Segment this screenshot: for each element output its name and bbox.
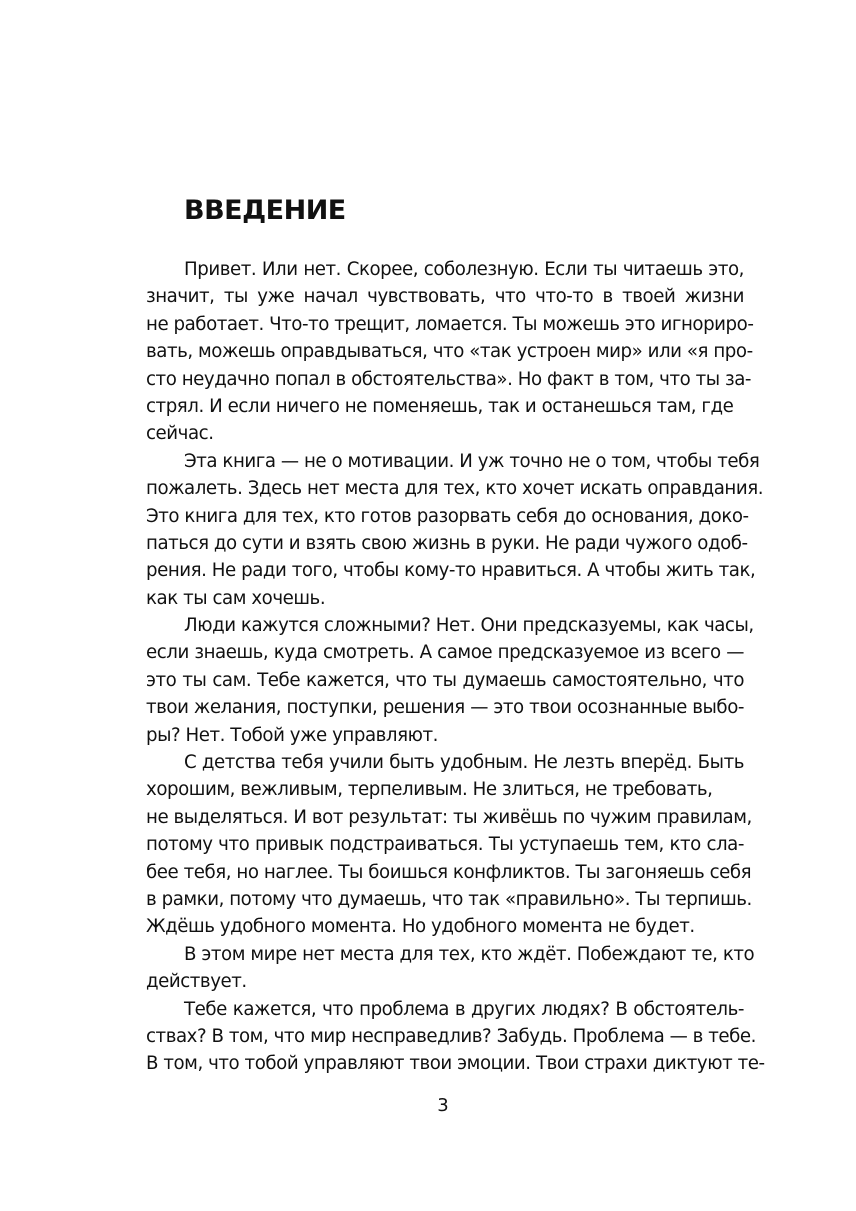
text-line: паться до сути и взять свою жизнь в руки. Не ради чужого одоб- bbox=[146, 532, 748, 554]
text-line: если знаешь, куда смотреть. А самое предсказуемое из всего — bbox=[146, 642, 744, 664]
text-line: действует. bbox=[146, 971, 247, 993]
text-line: Тебе кажется, что проблема в других людях? В обстоятель- bbox=[184, 998, 744, 1020]
text-line: рения. Не ради того, чтобы кому-то нравиться. А чтобы жить так, bbox=[146, 560, 756, 582]
text-line: Это книга для тех, кто готов разорвать себя до основания, доко- bbox=[146, 505, 749, 527]
text-line: твои желания, поступки, решения — это твои осознанные выбо- bbox=[146, 697, 744, 719]
text-line: это ты сам. Тебе кажется, что ты думаешь самостоятельно, что bbox=[146, 669, 744, 691]
text-line: не выделяться. И вот результат: ты живёшь по чужим правилам, bbox=[146, 806, 752, 828]
text-line: хорошим, вежливым, терпеливым. Не злиться, не требовать, bbox=[146, 779, 713, 801]
text-line: С детства тебя учили быть удобным. Не лезть вперёд. Быть bbox=[184, 752, 744, 774]
text-line: как ты сам хочешь. bbox=[146, 587, 326, 609]
text-line: сейчас. bbox=[146, 423, 214, 445]
text-line: ствах? В том, что мир несправедлив? Забудь. Проблема — в тебе. bbox=[146, 1025, 756, 1047]
text-line: В этом мире нет места для тех, кто ждёт. Побеждают те, кто bbox=[184, 943, 755, 965]
chapter-title: ВВЕДЕНИЕ bbox=[184, 195, 346, 226]
text-line: в рамки, потому что думаешь, что так «правильно». Ты терпишь. bbox=[146, 888, 752, 910]
text-line: вать, можешь оправдываться, что «так устроен мир» или «я про- bbox=[146, 341, 753, 363]
text-line: бее тебя, но наглее. Ты боишься конфликтов. Ты загоняешь себя bbox=[146, 861, 752, 883]
text-line: Люди кажутся сложными? Нет. Они предсказуемы, как часы, bbox=[184, 615, 754, 637]
text-line: потому что привык подстраиваться. Ты уступаешь тем, кто сла- bbox=[146, 834, 744, 856]
body-text bbox=[146, 256, 765, 1078]
text-line: значит, ты уже начал чувствовать, что что-то в твоей жизни bbox=[146, 286, 744, 308]
text-line: сто неудачно попал в обстоятельства». Но факт в том, что ты за- bbox=[146, 368, 752, 390]
page-number: 3 bbox=[437, 1095, 449, 1116]
text-line: пожалеть. Здесь нет места для тех, кто хочет искать оправдания. bbox=[146, 478, 764, 500]
text-line: Ждёшь удобного момента. Но удобного момента не будет. bbox=[146, 916, 695, 938]
text-line: ры? Нет. Тобой уже управляют. bbox=[146, 724, 438, 746]
text-line: В том, что тобой управляют твои эмоции. Твои страхи диктуют те- bbox=[146, 1053, 765, 1075]
text-line: Привет. Или нет. Скорее, соболезную. Если ты читаешь это, bbox=[184, 259, 744, 280]
text-line: не работает. Что-то трещит, ломается. Ты можешь это игнориро- bbox=[146, 313, 754, 335]
text-line: Эта книга — не о мотивации. И уж точно не о том, чтобы тебя bbox=[184, 450, 760, 472]
text-line: стрял. И если ничего не поменяешь, так и останешься там, где bbox=[146, 395, 734, 417]
